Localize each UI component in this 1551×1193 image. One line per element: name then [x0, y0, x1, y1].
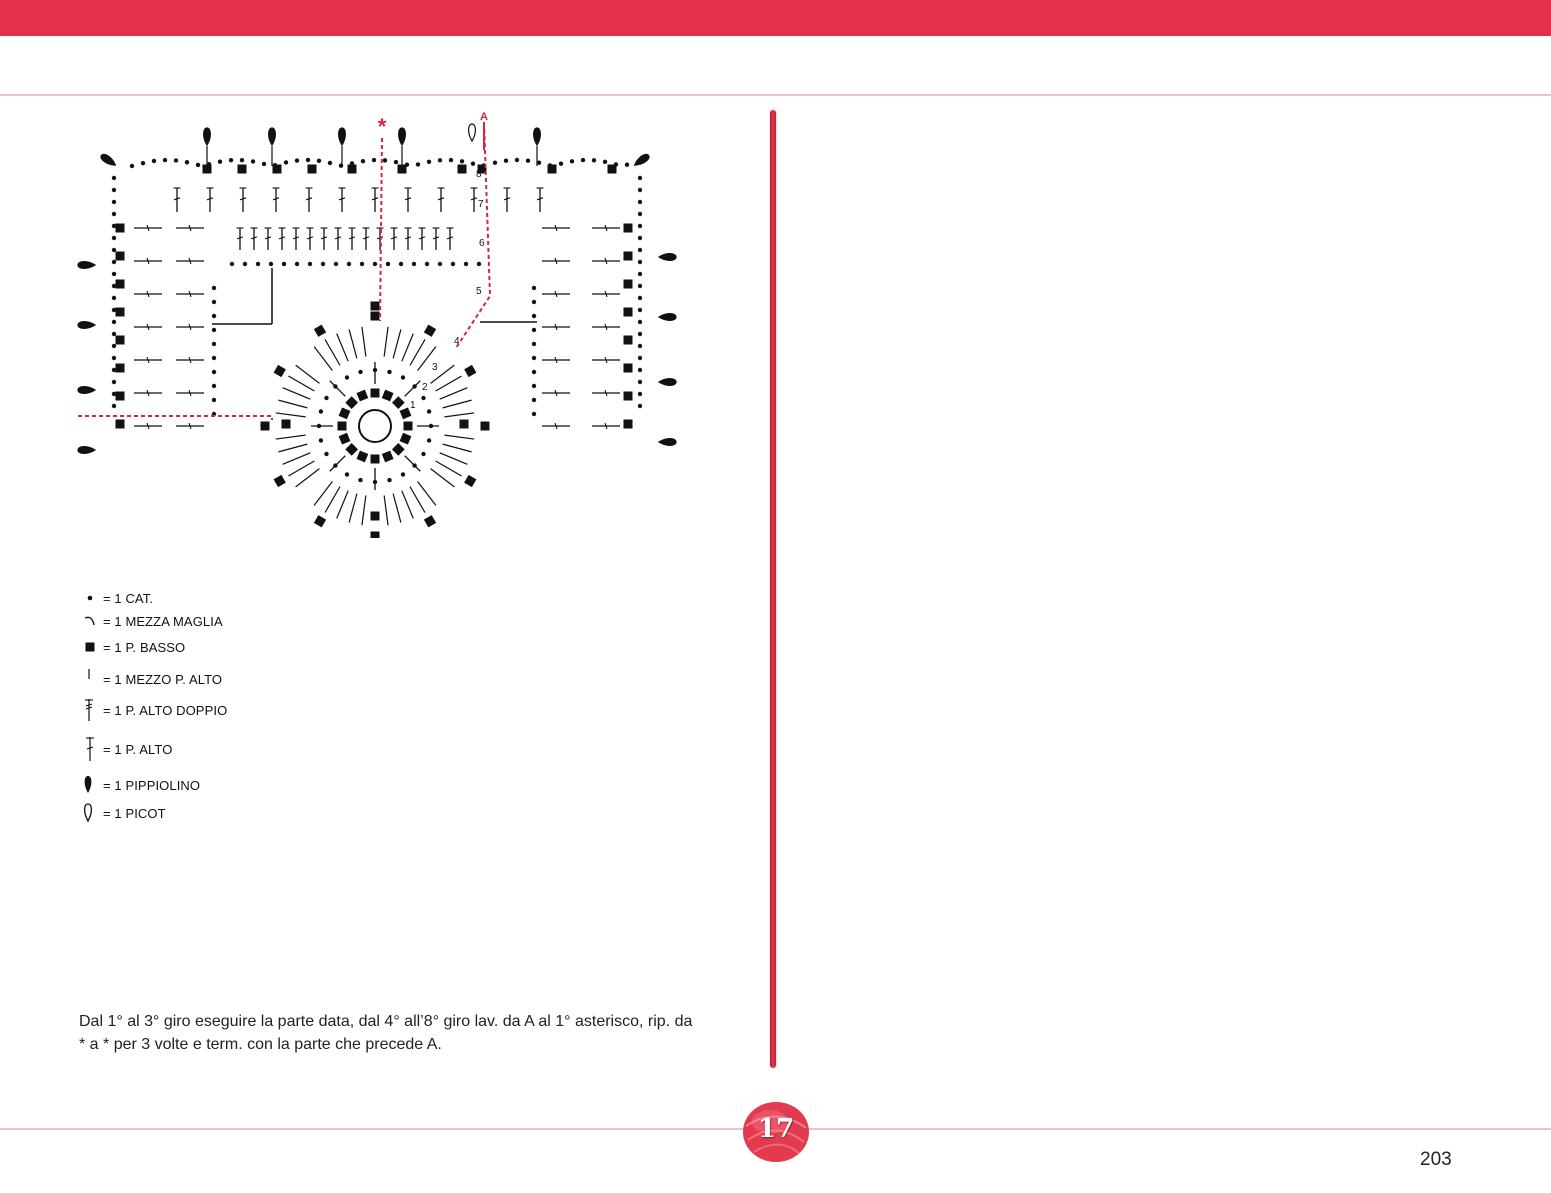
round-label-1: 1	[410, 400, 416, 411]
chain-dot	[638, 308, 642, 312]
single-crochet-square	[371, 302, 380, 311]
legend-label: = 1 PICOT	[103, 805, 166, 821]
treble-stitch	[314, 482, 332, 506]
chain-dot	[212, 300, 216, 304]
chain-dot	[324, 396, 328, 400]
legend-row-mezzo-p-alto	[80, 669, 222, 689]
single-crochet-square	[371, 389, 380, 398]
treble-stitch	[278, 444, 307, 452]
chain-dot	[112, 356, 116, 360]
chain-dot	[401, 472, 405, 476]
treble-stitch	[384, 327, 388, 357]
single-crochet-square	[282, 420, 291, 429]
chain-dot	[383, 158, 387, 162]
single-crochet-square	[424, 325, 436, 337]
arc-icon	[80, 611, 100, 631]
chain-dot	[212, 384, 216, 388]
chain-dot	[477, 262, 481, 266]
single-crochet-square	[464, 365, 476, 377]
treble-stitch	[436, 376, 462, 391]
chain-dot	[358, 370, 362, 374]
treble-stitch	[443, 444, 472, 452]
chain-dot	[532, 384, 536, 388]
chain-dot	[614, 162, 618, 166]
treble-stitch	[296, 469, 320, 487]
chain-dot	[638, 332, 642, 336]
chain-dot	[112, 296, 116, 300]
stitch-legend	[80, 588, 380, 828]
treble-stitch	[283, 453, 311, 464]
treble-stitch	[418, 482, 436, 506]
single-crochet-square	[392, 396, 405, 409]
single-crochet-square	[314, 325, 326, 337]
single-crochet-square	[392, 443, 405, 456]
treble-stitch	[276, 413, 306, 417]
chain-dot	[372, 158, 376, 162]
chain-dot	[438, 262, 442, 266]
picot-drop	[204, 128, 211, 145]
legend-row-p-alto-doppio	[80, 700, 227, 720]
chain-dot	[112, 380, 116, 384]
legend-row-cat	[80, 588, 153, 608]
chain-dot	[493, 160, 497, 164]
treble-stitch	[296, 365, 320, 383]
chain-dot	[386, 262, 390, 266]
chain-dot	[212, 398, 216, 402]
chain-dot	[421, 396, 425, 400]
red-guide-line	[456, 122, 490, 348]
chain-dot	[416, 162, 420, 166]
chain-dot	[212, 328, 216, 332]
chain-dot	[464, 262, 468, 266]
chain-dot	[319, 409, 323, 413]
chain-dot	[438, 158, 442, 162]
treble-stitch	[337, 334, 348, 362]
picot-drop	[78, 262, 95, 269]
picot-drop	[469, 124, 476, 141]
chain-dot	[425, 262, 429, 266]
chain-dot	[112, 212, 116, 216]
chain-dot	[358, 478, 362, 482]
treble-stitch	[283, 388, 311, 399]
chain-dot	[592, 158, 596, 162]
single-crochet-square	[624, 280, 633, 289]
treble-stitch	[393, 329, 401, 358]
single-crochet-square	[624, 252, 633, 261]
chain-dot	[638, 356, 642, 360]
chain-dot	[212, 286, 216, 290]
chain-dot	[212, 342, 216, 346]
chain-dot	[405, 162, 409, 166]
chain-dot	[112, 236, 116, 240]
single-crochet-square	[624, 392, 633, 401]
chain-dot	[163, 158, 167, 162]
single-crochet-square	[339, 433, 351, 445]
treble-stitch	[443, 400, 472, 408]
single-crochet-square	[345, 443, 358, 456]
treble-stitch	[314, 347, 332, 371]
square-icon	[80, 637, 100, 657]
chain-dot	[427, 438, 431, 442]
treble-stitch	[384, 495, 388, 525]
single-crochet-square	[348, 165, 357, 174]
header-band	[0, 0, 1551, 36]
chain-dot	[532, 314, 536, 318]
chain-dot	[240, 158, 244, 162]
chain-dot	[273, 163, 277, 167]
crochet-diagram	[72, 108, 682, 538]
round-label-5: 5	[476, 286, 482, 297]
treble-stitch	[349, 494, 357, 523]
chain-dot	[532, 300, 536, 304]
chain-dot	[603, 160, 607, 164]
single-crochet-square	[356, 390, 368, 402]
legend-label: = 1 PIPPIOLINO	[103, 777, 201, 793]
treble-stitch	[278, 400, 307, 408]
chain-dot	[256, 262, 260, 266]
chain-dot	[638, 200, 642, 204]
picot-drop	[78, 447, 95, 454]
chain-dot	[196, 163, 200, 167]
chain-dot	[532, 356, 536, 360]
chain-dot	[387, 370, 391, 374]
chain-dot	[112, 320, 116, 324]
chain-dot	[548, 163, 552, 167]
chain-dot	[471, 161, 475, 165]
chain-dot	[347, 262, 351, 266]
instructions-line-1: Dal 1° al 3° giro eseguire la parte data, dal 4° all’8° giro lav. da A al 1° asterisco, rip. da	[79, 1013, 693, 1030]
round-label-6: 6	[479, 238, 485, 249]
picot-drop	[534, 128, 541, 145]
chain-dot	[638, 284, 642, 288]
chain-dot	[570, 159, 574, 163]
chain-dot	[130, 164, 134, 168]
chain-dot	[412, 262, 416, 266]
double-treble-stitch	[330, 456, 346, 472]
chain-dot	[229, 158, 233, 162]
chain-dot	[638, 212, 642, 216]
legend-label: = 1 MEZZO P. ALTO	[103, 671, 223, 687]
chain-dot	[230, 262, 234, 266]
single-crochet-square	[261, 422, 270, 431]
treble-stitch	[288, 376, 314, 391]
chain-dot	[185, 160, 189, 164]
chain-dot	[638, 296, 642, 300]
chain-dot	[262, 162, 266, 166]
treble-stitch	[410, 487, 425, 513]
chain-dot	[251, 159, 255, 163]
treble-stitch	[362, 327, 366, 357]
single-crochet-square	[624, 224, 633, 233]
chain-dot	[449, 158, 453, 162]
single-crochet-square	[116, 252, 125, 261]
chain-dot	[174, 158, 178, 162]
single-crochet-square	[464, 475, 476, 487]
chain-dot	[559, 161, 563, 165]
chain-dot	[317, 159, 321, 163]
single-crochet-square	[624, 308, 633, 317]
red-guide-line	[78, 416, 272, 420]
double-treble-stitch	[330, 381, 346, 397]
chain-dot	[373, 262, 377, 266]
chain-dot	[284, 160, 288, 164]
treble-stitch	[431, 469, 455, 487]
motif-number: 17	[757, 1114, 795, 1144]
treble-stitch	[325, 487, 340, 513]
chain-dot	[515, 158, 519, 162]
chain-dot	[638, 404, 642, 408]
red-guide-line	[380, 138, 382, 321]
single-crochet-square	[274, 365, 286, 377]
single-crochet-square	[116, 336, 125, 345]
chain-dot	[638, 320, 642, 324]
single-crochet-square	[116, 420, 125, 429]
label-a: A	[480, 111, 488, 123]
single-crochet-square	[116, 224, 125, 233]
treble-stitch	[402, 334, 413, 362]
treble-stitch	[444, 435, 474, 439]
chain-dot	[638, 188, 642, 192]
legend-row-p-basso	[80, 637, 185, 657]
treble-stitch	[402, 491, 413, 519]
single-crochet-square	[624, 420, 633, 429]
single-crochet-square	[356, 451, 368, 463]
chain-dot	[460, 159, 464, 163]
chain-dot	[401, 375, 405, 379]
chain-dot	[638, 236, 642, 240]
chain-dot	[112, 404, 116, 408]
chain-dot	[532, 412, 536, 416]
instructions-line-2: * a * per 3 volte e term. con la parte che precede A.	[79, 1036, 442, 1053]
chain-dot	[141, 161, 145, 165]
instructions-text	[79, 1010, 749, 1056]
header-rule	[0, 94, 1551, 96]
single-crochet-square	[308, 165, 317, 174]
chain-dot	[295, 262, 299, 266]
page-number: 203	[1420, 1149, 1452, 1170]
picot-drop	[659, 379, 676, 386]
picot-drop	[100, 153, 118, 168]
label-asterisk: *	[377, 114, 387, 139]
dot-icon	[80, 588, 100, 608]
picot-drop	[78, 387, 95, 394]
round-label-8: 8	[476, 169, 482, 180]
single-crochet-square	[371, 532, 380, 539]
treble-stitch	[362, 495, 366, 525]
picot-drop	[659, 439, 676, 446]
round-label-3: 3	[432, 362, 438, 373]
round-label-7: 7	[478, 199, 484, 210]
chain-dot	[345, 375, 349, 379]
chain-dot	[532, 342, 536, 346]
chain-dot	[504, 159, 508, 163]
chain-dot	[350, 161, 354, 165]
treble-stitch	[288, 461, 314, 476]
legend-row-mezza-maglia	[80, 611, 223, 631]
treble-stitch	[440, 388, 468, 399]
treble-stitch	[349, 329, 357, 358]
chain-dot	[112, 176, 116, 180]
chain-dot	[532, 370, 536, 374]
single-crochet-square	[460, 420, 469, 429]
single-crochet-square	[314, 515, 326, 527]
legend-label: = 1 P. ALTO DOPPIO	[103, 702, 228, 718]
chain-dot	[638, 176, 642, 180]
chain-dot	[638, 248, 642, 252]
chain-dot	[638, 260, 642, 264]
treble-stitch	[444, 413, 474, 417]
chain-dot	[394, 160, 398, 164]
treble-stitch	[337, 491, 348, 519]
page-divider	[770, 110, 776, 1068]
round-label-4: 4	[454, 336, 460, 347]
chain-dot	[532, 398, 536, 402]
chain-dot	[334, 262, 338, 266]
single-crochet-square	[481, 422, 490, 431]
chain-dot	[212, 356, 216, 360]
vertical-line-icon	[80, 669, 100, 689]
chain-dot	[427, 160, 431, 164]
chain-dot	[638, 272, 642, 276]
chain-dot	[243, 262, 247, 266]
chain-dot	[269, 262, 273, 266]
single-crochet-square	[382, 390, 394, 402]
picot-drop	[633, 153, 651, 168]
chain-dot	[399, 262, 403, 266]
single-crochet-square	[382, 451, 394, 463]
chain-dot	[360, 262, 364, 266]
double-treble-stitch	[405, 381, 421, 397]
chain-dot	[308, 262, 312, 266]
treble-stitch	[436, 461, 462, 476]
single-crochet-square	[624, 364, 633, 373]
treble-stitch	[393, 494, 401, 523]
single-crochet-square	[238, 165, 247, 174]
single-crochet-square	[371, 512, 380, 521]
single-crochet-square	[116, 392, 125, 401]
chain-dot	[112, 272, 116, 276]
treble-stitch	[325, 339, 340, 365]
single-crochet-square	[458, 165, 467, 174]
chain-dot	[532, 286, 536, 290]
legend-row-pippiolino	[80, 775, 200, 795]
legend-label: = 1 P. BASSO	[103, 639, 186, 655]
chain-dot	[638, 368, 642, 372]
picot-drop	[269, 128, 276, 145]
treble-stitch	[276, 435, 306, 439]
single-crochet-square	[345, 396, 358, 409]
legend-row-picot	[80, 803, 166, 823]
chain-dot	[295, 158, 299, 162]
chain-dot	[282, 262, 286, 266]
chain-dot	[112, 188, 116, 192]
chain-dot	[638, 344, 642, 348]
chain-dot	[526, 159, 530, 163]
round-label-2: 2	[422, 382, 428, 393]
chain-dot	[638, 392, 642, 396]
single-crochet-square	[116, 308, 125, 317]
picot-drop	[78, 322, 95, 329]
yarn-ball-badge	[740, 1096, 812, 1164]
picot-drop	[339, 128, 346, 145]
single-crochet-square	[371, 455, 380, 464]
chain-dot	[324, 452, 328, 456]
single-crochet-square	[400, 433, 412, 445]
legend-label: = 1 CAT.	[103, 590, 154, 606]
chain-dot	[625, 162, 629, 166]
single-crochet-square	[624, 336, 633, 345]
treble-stitch	[410, 339, 425, 365]
double-treble-icon	[80, 700, 100, 720]
chain-dot	[421, 452, 425, 456]
filled-drop-icon	[80, 775, 100, 795]
chain-dot	[532, 328, 536, 332]
single-crochet-square	[116, 280, 125, 289]
center-ring	[359, 410, 391, 442]
legend-label: = 1 P. ALTO	[103, 741, 173, 757]
picot-drop	[659, 254, 676, 261]
chain-dot	[112, 200, 116, 204]
chain-dot	[306, 158, 310, 162]
chain-dot	[581, 158, 585, 162]
single-crochet-square	[274, 475, 286, 487]
legend-row-p-alto	[80, 739, 172, 759]
double-treble-stitch	[405, 456, 421, 472]
chain-dot	[427, 409, 431, 413]
chain-dot	[345, 472, 349, 476]
outline-drop-icon	[80, 803, 100, 823]
single-crochet-square	[339, 407, 351, 419]
chain-dot	[212, 370, 216, 374]
single-crochet-square	[338, 422, 347, 431]
chain-dot	[319, 438, 323, 442]
chain-dot	[638, 224, 642, 228]
treble-stitch	[440, 453, 468, 464]
chain-dot	[451, 262, 455, 266]
chain-dot	[152, 159, 156, 163]
treble-icon	[80, 739, 100, 759]
chain-dot	[387, 478, 391, 482]
chain-dot	[321, 262, 325, 266]
legend-label: = 1 MEZZA MAGLIA	[103, 613, 223, 629]
single-crochet-square	[116, 364, 125, 373]
single-crochet-square	[371, 312, 380, 321]
chain-dot	[212, 314, 216, 318]
picot-drop	[399, 128, 406, 145]
chain-dot	[638, 380, 642, 384]
single-crochet-square	[404, 422, 413, 431]
picot-drop	[659, 314, 676, 321]
chain-dot	[328, 161, 332, 165]
chain-dot	[361, 159, 365, 163]
single-crochet-square	[424, 515, 436, 527]
chain-dot	[218, 159, 222, 163]
